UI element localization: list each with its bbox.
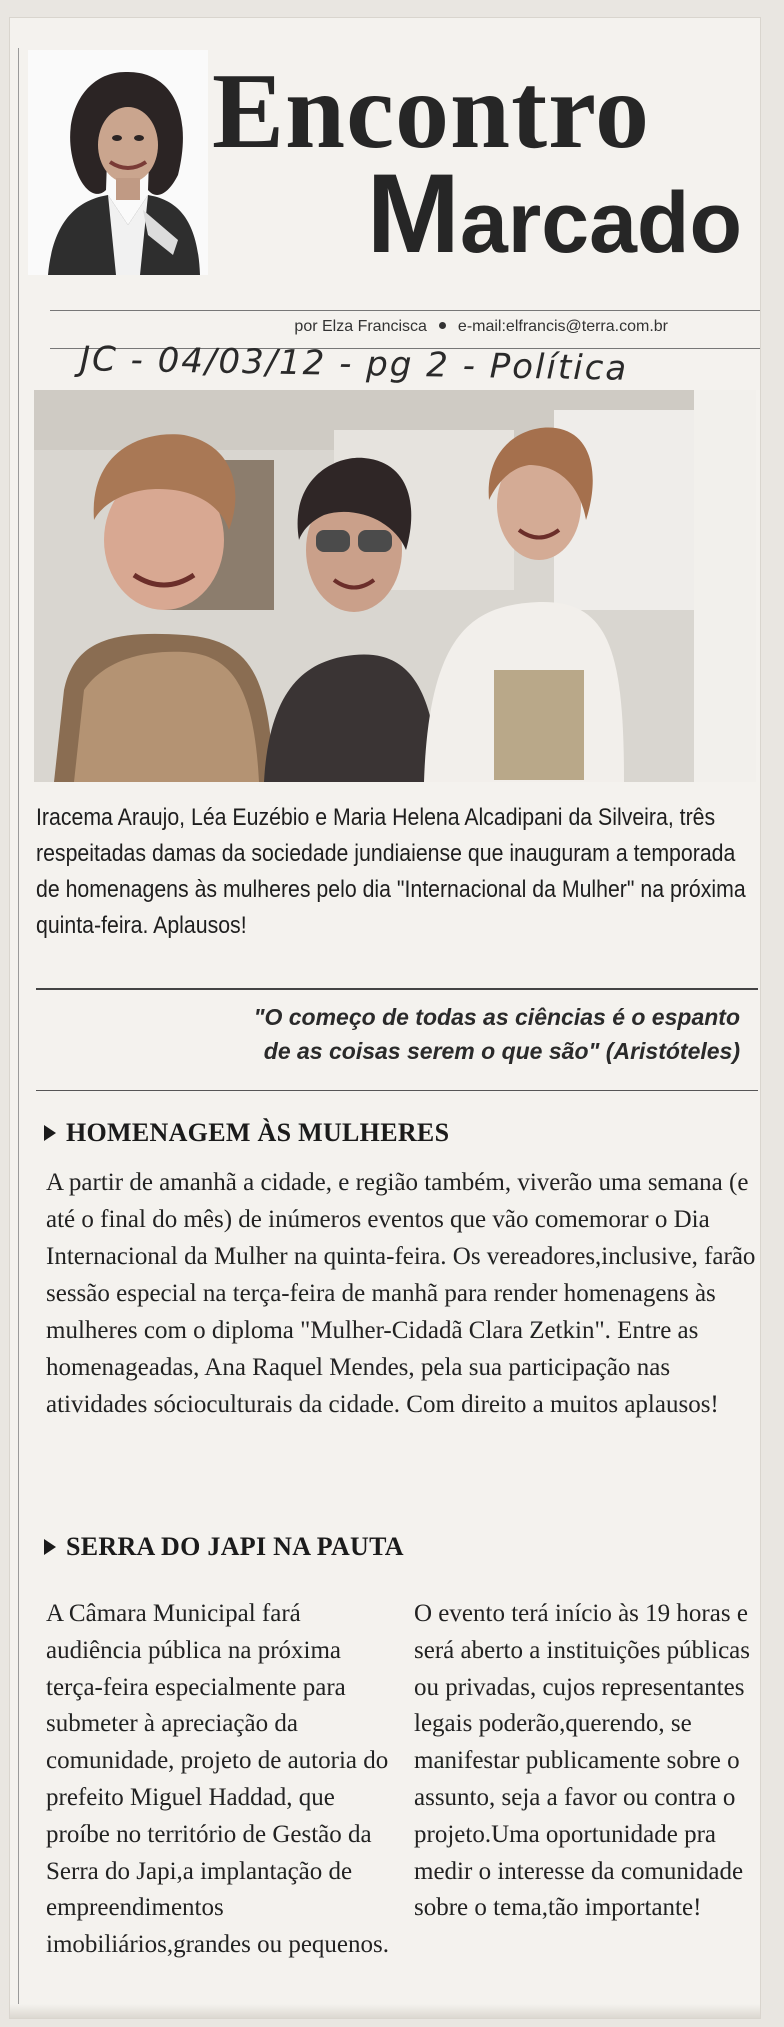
quote-rule-bottom xyxy=(36,1090,758,1091)
column-left-text: A Câmara Municipal fará audiência pública na próxima terça-feira especialmente para submeter à apreciação da comunidade, projeto de autoria do prefeito Miguel Haddad, que proíbe no território de Gestão da Serra do Japi,a implantação de empreendimentos imobiliários,grandes ou pequenos. xyxy=(46,1600,389,1959)
page-edge xyxy=(10,2004,760,2018)
section-heading-homenagem xyxy=(44,1118,449,1148)
section-heading-text: SERRA DO JAPI NA PAUTA xyxy=(66,1532,404,1561)
triangle-bullet-icon xyxy=(44,1539,56,1555)
handwritten-annotation: JC - 04/03/12 - pg 2 - Política xyxy=(79,339,629,389)
bullet-dot-icon xyxy=(439,322,446,329)
title-line-2 xyxy=(366,151,742,276)
author-name: por Elza Francisca xyxy=(294,318,427,335)
title-line-1: Encontro xyxy=(212,52,651,171)
author-email: e-mail:elfrancis@terra.com.br xyxy=(457,318,668,335)
section-heading-text: HOMENAGEM ÀS MULHERES xyxy=(66,1118,450,1147)
quote-line-2: de as coisas serem o que são" (Aristóteles) xyxy=(263,1038,740,1064)
triangle-bullet-icon xyxy=(44,1125,56,1141)
columnist-portrait xyxy=(28,50,208,275)
quote-rule-top xyxy=(36,988,758,990)
news-photo xyxy=(34,390,756,782)
title-line-2-initial: M xyxy=(366,151,460,276)
quote-block xyxy=(40,1000,740,1068)
section-column-left xyxy=(46,1596,391,1964)
section-body-homenagem: A partir de amanhã a cidade, e região também, viverão uma semana (e até o final do mês) de inúmeros eventos que vão comemorar o Dia Internacional da Mulher na quinta-feira. Os vereadores,inclusive, farão sessão especial na terça-feira de manhã para render homenagens às mulheres com o diploma "Mulher-Cidadã Clara Zetkin". Entre as homenageadas, Ana Raquel Mendes, pela sua participação nas atividades sócioculturais da cidade. Com direito a muitos aplausos! xyxy=(46,1169,756,1418)
photo-caption: Iracema Araujo, Léa Euzébio e Maria Helena Alcadipani da Silveira, três respeitadas damas da sociedade jundiaiense que inauguram a temporada de homenagens às mulheres pelo dia "Internacional da Mulher" na próxima quinta-feira. Aplausos! xyxy=(36,804,746,939)
byline-rule-top xyxy=(50,310,760,311)
newspaper-clipping xyxy=(10,18,760,2018)
section-heading-serra xyxy=(44,1532,404,1562)
byline xyxy=(10,318,760,336)
section-column-right xyxy=(414,1596,754,1927)
title-line-2-rest: arcado xyxy=(459,175,742,271)
column-title xyxy=(212,52,752,278)
column-rule xyxy=(18,48,19,2008)
quote-line-1: "O começo de todas as ciências é o espanto xyxy=(253,1004,740,1030)
column-right-text: O evento terá início às 19 horas e será aberto a instituições públicas ou privadas, cujos representantes legais poderão,querendo, se manifestar publicamente sobre o assunto, seja a favor ou contra o projeto.Uma oportunidade pra medir o interesse da comunidade sobre o tema,tão importante! xyxy=(414,1600,750,1922)
